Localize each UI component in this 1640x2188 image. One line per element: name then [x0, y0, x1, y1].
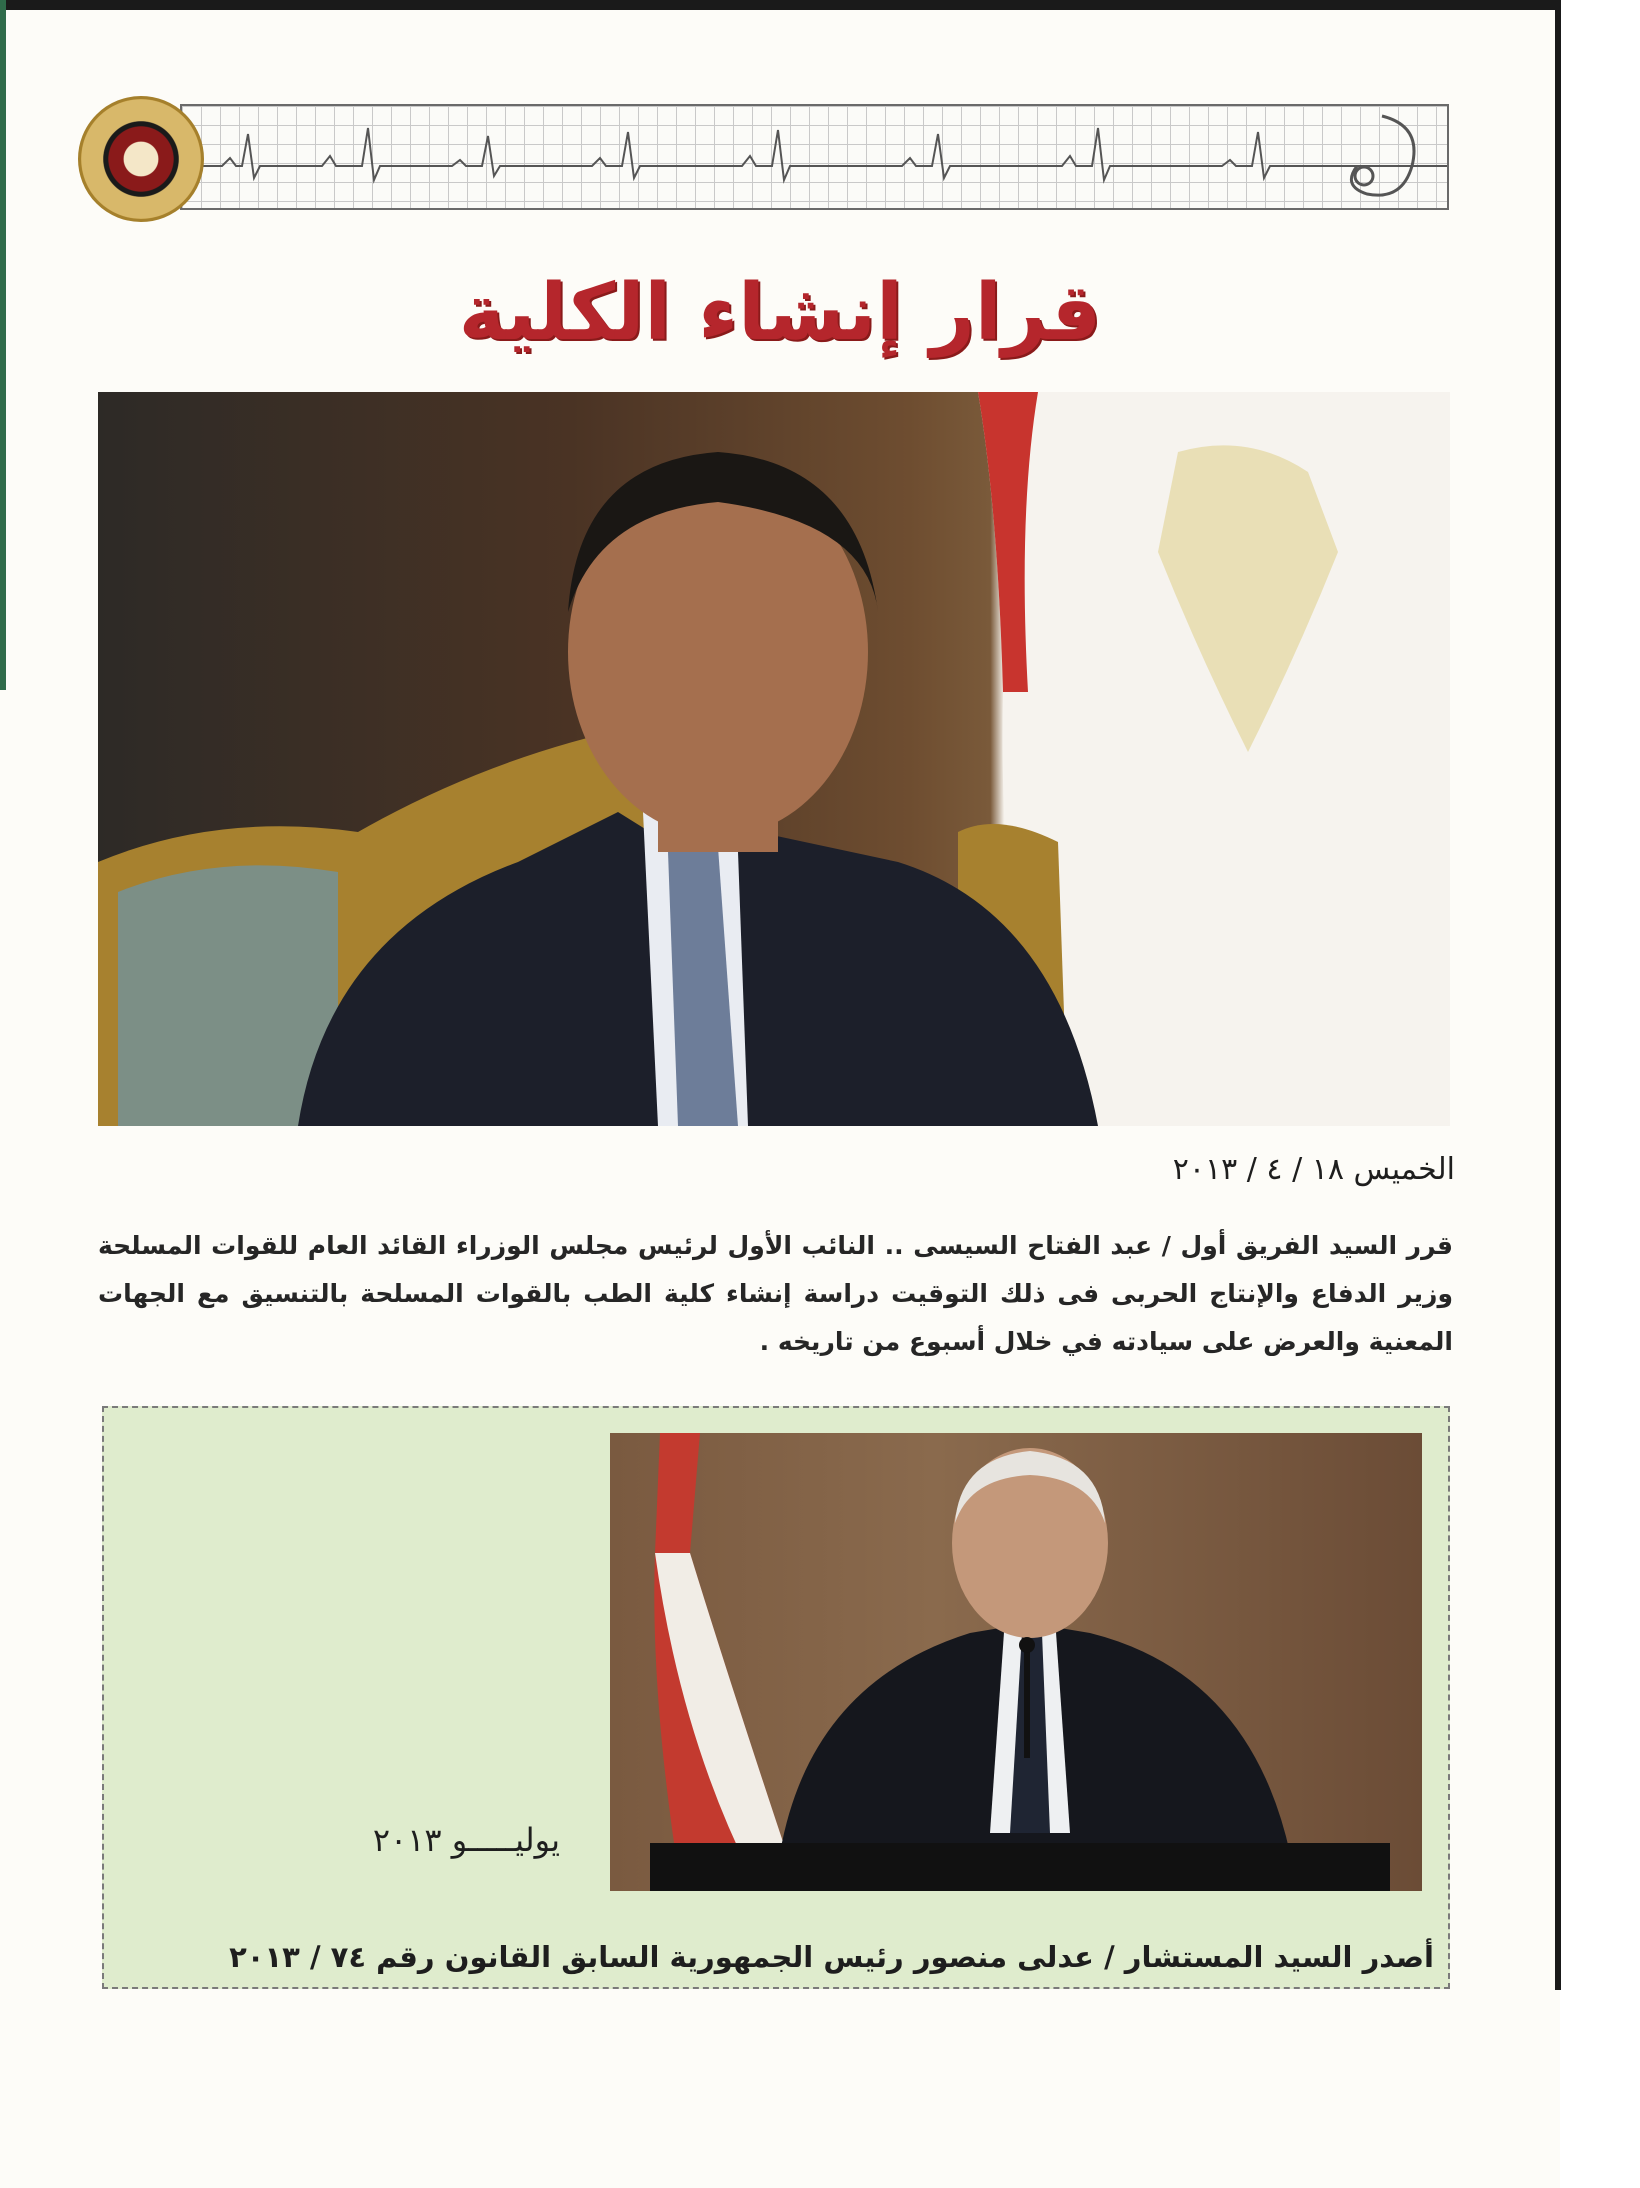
- second-photo-official-portrait: [610, 1433, 1422, 1891]
- main-photo-official-portrait: [98, 392, 1450, 1126]
- decree-date: يوليـــــو ٢٠١٣: [372, 1821, 560, 1859]
- scan-left-edge: [0, 0, 6, 690]
- ecg-banner: [180, 104, 1449, 210]
- page-title: قرار إنشاء الكلية: [458, 268, 1102, 358]
- decree-caption: أصدر السيد المستشار / عدلى منصور رئيس الجمهورية السابق القانون رقم ٧٤ / ٢٠١٣: [229, 1940, 1434, 1974]
- article-paragraph: قرر السيد الفريق أول / عبد الفتاح السيسى .. النائب الأول لرئيس مجلس الوزراء القائد العام للقوات المسلحة وزير الدفاع والإنتاج الحربى فى ذلك التوقيت دراسة إنشاء كلية الطب بالقوات المسلحة بالتنسيق مع الجهات المعنية والعرض على سيادته في خلال أسبوع من تاريخه .: [98, 1231, 1453, 1356]
- scan-right-edge: [1555, 0, 1561, 1990]
- article-date: الخميس ١٨ / ٤ / ٢٠١٣: [1172, 1152, 1455, 1187]
- ecg-trace: [182, 106, 1447, 208]
- college-seal-logo: [78, 96, 204, 222]
- scan-top-edge: [0, 0, 1560, 10]
